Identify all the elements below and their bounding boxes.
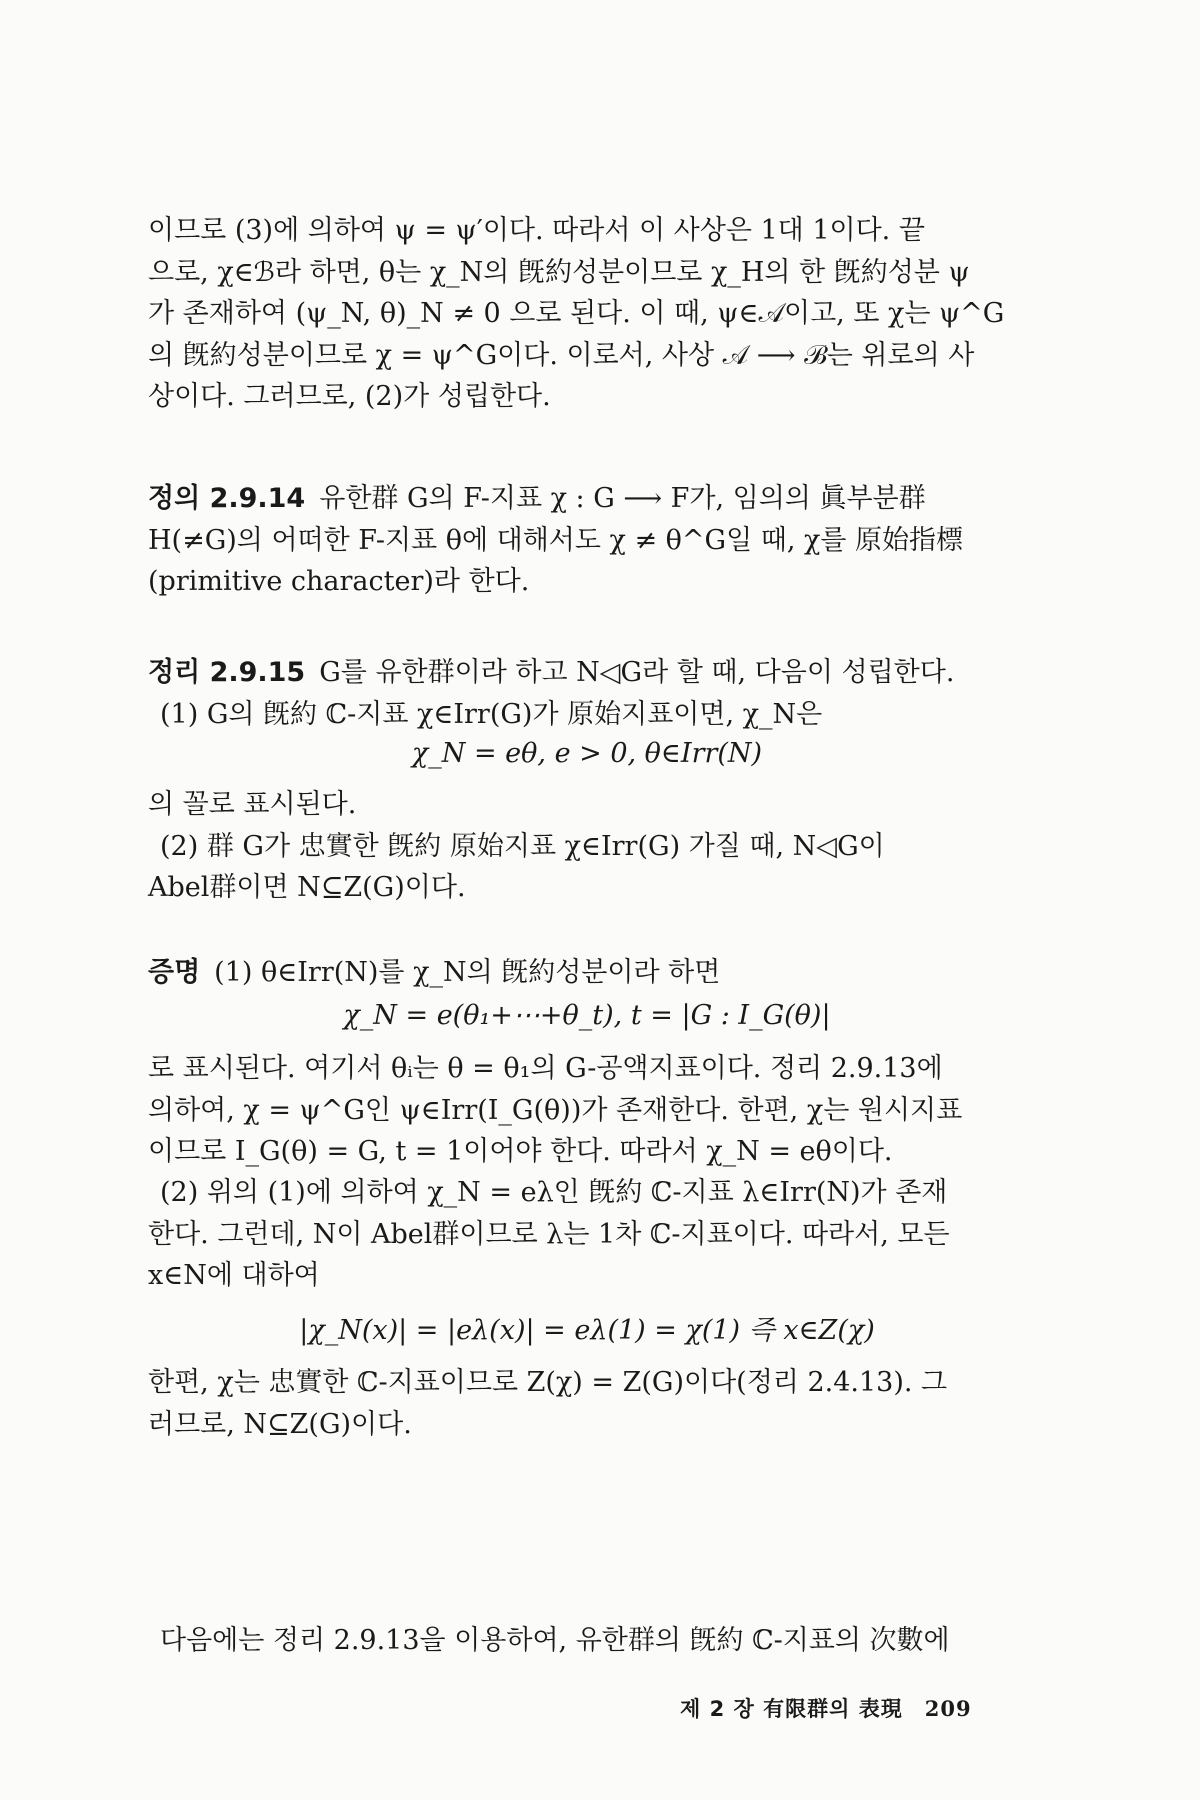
equation-3: |χ_N(x)| = |eλ(x)| = eλ(1) = χ(1) 즉 x∈Z(χ) bbox=[299, 1315, 875, 1346]
page-footer bbox=[680, 1693, 972, 1723]
text-line: (2) 위의 (1)에 의하여 χ_N = eλ인 旣約 ℂ-지표 λ∈Irr(N)가 존재 bbox=[160, 1177, 948, 1208]
proof-body-c bbox=[148, 1362, 1026, 1445]
text-line: (primitive character)라 한다. bbox=[148, 566, 530, 597]
text-line: 다음에는 정리 2.9.13을 이용하여, 유한群의 旣約 ℂ-지표의 次數에 bbox=[160, 1625, 950, 1656]
theorem-continued bbox=[148, 784, 1026, 909]
text-line: 의 旣約성분이므로 χ = ψ^G이다. 이로서, 사상 𝒜 ⟶ ℬ는 위로의 사 bbox=[148, 339, 975, 371]
theorem-label: 정리 2.9.15 bbox=[148, 657, 306, 688]
text-line: x∈N에 대하여 bbox=[148, 1260, 320, 1291]
text-line: 이므로 (3)에 의하여 ψ = ψ′이다. 따라서 이 사상은 1대 1이다. 끝 bbox=[148, 215, 925, 246]
text-line: 상이다. 그러므로, (2)가 성립한다. bbox=[148, 381, 551, 412]
text-line: 의 꼴로 표시된다. bbox=[148, 789, 357, 820]
theorem-intro: G를 유한群이라 하고 N◁G라 할 때, 다음이 성립한다. bbox=[319, 657, 955, 688]
definition-2-9-14 bbox=[148, 478, 1026, 603]
closing-paragraph bbox=[148, 1620, 1026, 1662]
text-line: 로 표시된다. 여기서 θᵢ는 θ = θ₁의 G-공액지표이다. 정리 2.9.13에 bbox=[148, 1053, 943, 1084]
text-line: 한다. 그런데, N이 Abel群이므로 λ는 1차 ℂ-지표이다. 따라서, 모든 bbox=[148, 1218, 950, 1250]
proof-body-b bbox=[148, 1172, 1026, 1297]
page-number: 209 bbox=[924, 1696, 972, 1721]
theorem-part-2: (2) 群 G가 忠實한 旣約 原始지표 χ∈Irr(G) 가질 때, N◁G이 bbox=[160, 830, 885, 862]
proof-label: 증명 bbox=[148, 957, 201, 988]
text-line: 이므로 I_G(θ) = G, t = 1이어야 한다. 따라서 χ_N = eθ이다. bbox=[148, 1136, 893, 1167]
text-line: 가 존재하여 (ψ_N, θ)_N ≠ 0 으로 된다. 이 때, ψ∈𝒜이고, 또 χ는 ψ^G bbox=[148, 298, 1005, 329]
text-line: Abel群이면 N⊆Z(G)이다. bbox=[148, 872, 466, 903]
equation-2: χ_N = e(θ₁+⋯+θ_t), t = |G : I_G(θ)| bbox=[343, 1000, 831, 1031]
text-line: 한편, χ는 忠實한 ℂ-지표이므로 Z(χ) = Z(G)이다(정리 2.4.13). 그 bbox=[148, 1367, 948, 1398]
proof-end-paragraph bbox=[148, 210, 1026, 418]
theorem-2-9-15 bbox=[148, 652, 1026, 735]
proof-intro bbox=[148, 952, 1026, 994]
chapter-title: 제 2 장 有限群의 表現 bbox=[680, 1697, 903, 1721]
text-line: 의하여, χ = ψ^G인 ψ∈Irr(I_G(θ))가 존재한다. 한편, χ는 원시지표 bbox=[148, 1094, 963, 1126]
text-line: 러므로, N⊆Z(G)이다. bbox=[148, 1408, 412, 1440]
theorem-part-1: (1) G의 旣約 ℂ-지표 χ∈Irr(G)가 原始지표이면, χ_N은 bbox=[160, 698, 823, 730]
text-line: 유한群 G의 F-지표 χ : G ⟶ F가, 임의의 眞부분群 bbox=[319, 483, 926, 514]
text-line: H(≠G)의 어떠한 F-지표 θ에 대해서도 χ ≠ θ^G일 때, χ를 原始指標 bbox=[148, 524, 964, 556]
text-line: (1) θ∈Irr(N)를 χ_N의 旣約성분이라 하면 bbox=[214, 957, 721, 988]
proof-body-a bbox=[148, 1048, 1026, 1173]
text-line: 으로, χ∈ℬ라 하면, θ는 χ_N의 旣約성분이므로 χ_H의 한 旣約성분 ψ bbox=[148, 256, 970, 288]
equation-1: χ_N = eθ, e > 0, θ∈Irr(N) bbox=[411, 738, 763, 769]
definition-label: 정의 2.9.14 bbox=[148, 483, 306, 514]
